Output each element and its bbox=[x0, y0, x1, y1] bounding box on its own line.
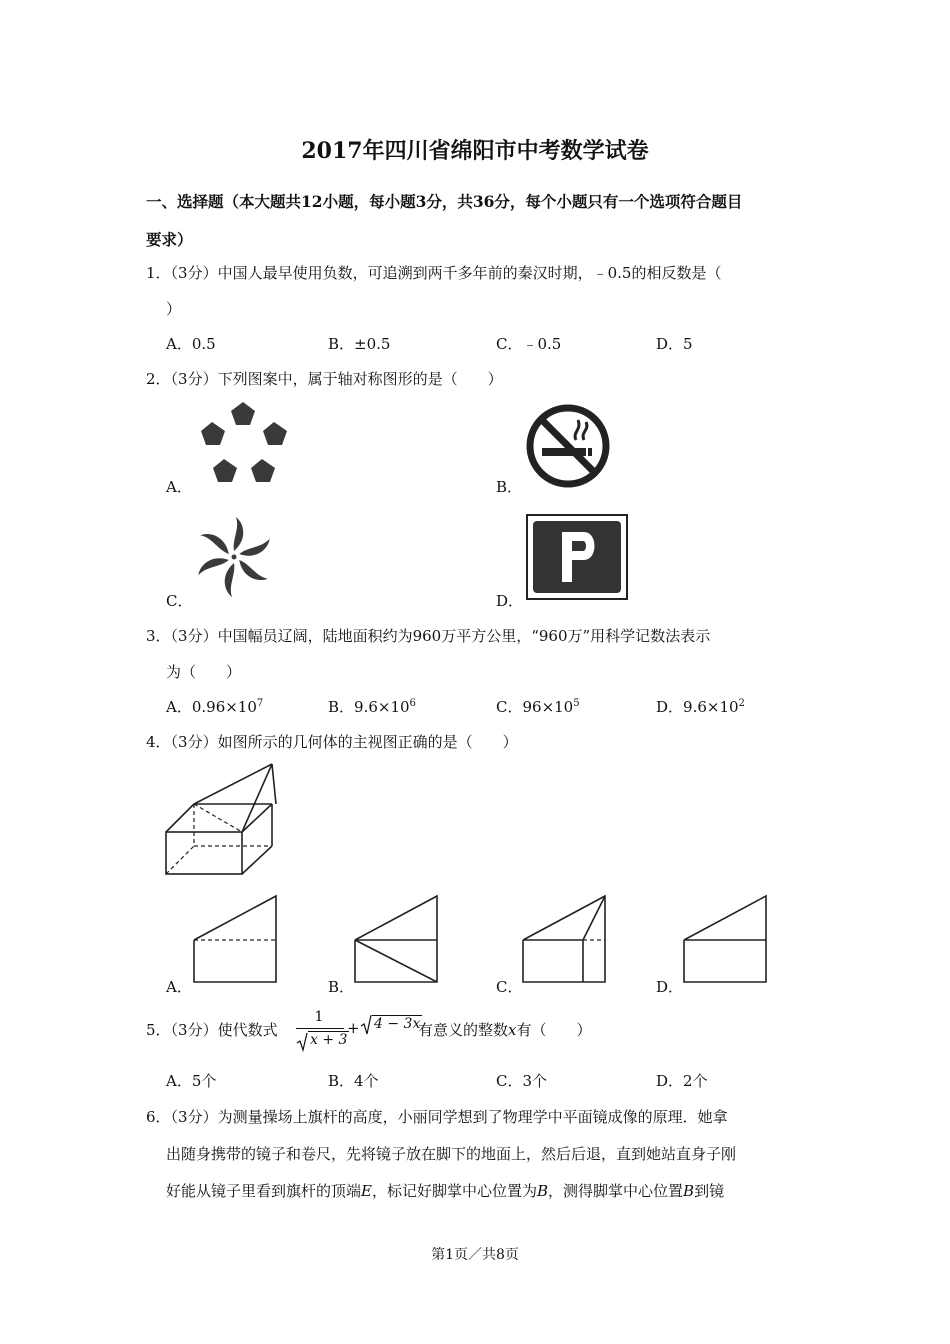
q6-stem: 6．（3分）为测量操场上旗杆的高度，小丽同学想到了物理学中平面镜成像的原理．她拿 bbox=[146, 1108, 728, 1126]
q4-stem: 4．（3分）如图所示的几何体的主视图正确的是（ ） bbox=[146, 733, 518, 751]
section-heading: 一、选择题（本大题共12小题，每小题3分，共36分，每个小题只有一个选项符合题目 bbox=[146, 192, 743, 211]
q5-fraction-numerator: 1 bbox=[314, 1009, 324, 1025]
q4-figure-c bbox=[521, 894, 607, 986]
page-footer: 第1页／共8页 bbox=[431, 1247, 519, 1263]
q3-option-b: B．$9.6\times 10^6$ bbox=[328, 698, 416, 716]
pentagons-figure bbox=[196, 400, 290, 490]
q3-option-a: A．$0.96\times 10^7$ bbox=[166, 698, 264, 716]
section-heading-cont: 要求） bbox=[146, 230, 193, 249]
q5-option-c: C．3个 bbox=[496, 1072, 548, 1090]
pinwheel-figure bbox=[192, 514, 276, 600]
q4-label-c: C． bbox=[496, 978, 523, 996]
q6-stem-line3: 好能从镜子里看到旗杆的顶端E，标记好脚掌中心位置为B，测得脚掌中心位置B到镜 bbox=[166, 1182, 725, 1200]
q1-option-b: B．±0.5 bbox=[328, 335, 391, 353]
q5-stem-suffix: 有意义的整数x有（ ） bbox=[418, 1021, 592, 1039]
q2-label-d: D． bbox=[496, 592, 524, 610]
q2-label-a: A． bbox=[166, 478, 192, 496]
q5-option-b: B．4个 bbox=[328, 1072, 379, 1090]
q2-label-c: C． bbox=[166, 592, 193, 610]
q1-option-d: D．5 bbox=[656, 335, 693, 353]
q4-label-b: B． bbox=[328, 978, 355, 996]
q1-option-a: A．0.5 bbox=[166, 335, 216, 353]
q3-option-c: C．$96\times 10^5$ bbox=[496, 698, 580, 716]
sqrt-icon bbox=[360, 1015, 372, 1035]
q5-plus: + bbox=[347, 1019, 360, 1037]
q4-label-d: D． bbox=[656, 978, 684, 996]
q3-stem-cont: 为（ ） bbox=[166, 663, 242, 681]
q1-option-c: C．﹣0.5 bbox=[496, 335, 562, 353]
q1-stem-cont: ） bbox=[166, 300, 182, 318]
q2-stem: 2．（3分）下列图案中，属于轴对称图形的是（ ） bbox=[146, 370, 503, 388]
q2-label-b: B． bbox=[496, 478, 523, 496]
q1-stem: 1．（3分）中国人最早使用负数，可追溯到两千多年前的秦汉时期，﹣0.5的相反数是（ bbox=[146, 264, 722, 282]
page-title: 2017年四川省绵阳市中考数学试卷 bbox=[301, 138, 649, 164]
q6-stem-line2: 出随身携带的镜子和卷尺，先将镜子放在脚下的地面上，然后后退，直到她站直身子刚 bbox=[166, 1145, 737, 1163]
q4-label-a: A． bbox=[166, 978, 192, 996]
q5-option-d: D．2个 bbox=[656, 1072, 708, 1090]
geometric-solid-figure bbox=[164, 762, 280, 876]
q4-figure-a bbox=[192, 894, 278, 986]
q5-stem-prefix: 5．（3分）使代数式 bbox=[146, 1021, 278, 1039]
no-smoking-sign-icon bbox=[524, 402, 612, 490]
parking-sign-icon bbox=[526, 514, 628, 600]
q5-root-expression: 4 − 3x bbox=[374, 1016, 421, 1032]
q5-fraction-bar bbox=[296, 1028, 344, 1029]
q5-fraction-denominator: x + 3 bbox=[310, 1032, 348, 1048]
q5-option-a: A．5个 bbox=[166, 1072, 217, 1090]
q4-figure-b bbox=[353, 894, 439, 986]
sqrt-icon bbox=[296, 1033, 308, 1051]
q4-figure-d bbox=[682, 894, 768, 986]
q3-stem: 3．（3分）中国幅员辽阔，陆地面积约为960万平方公里，“960万”用科学记数法表示 bbox=[146, 627, 711, 645]
q3-option-d: D．$9.6\times 10^2$ bbox=[656, 698, 745, 716]
